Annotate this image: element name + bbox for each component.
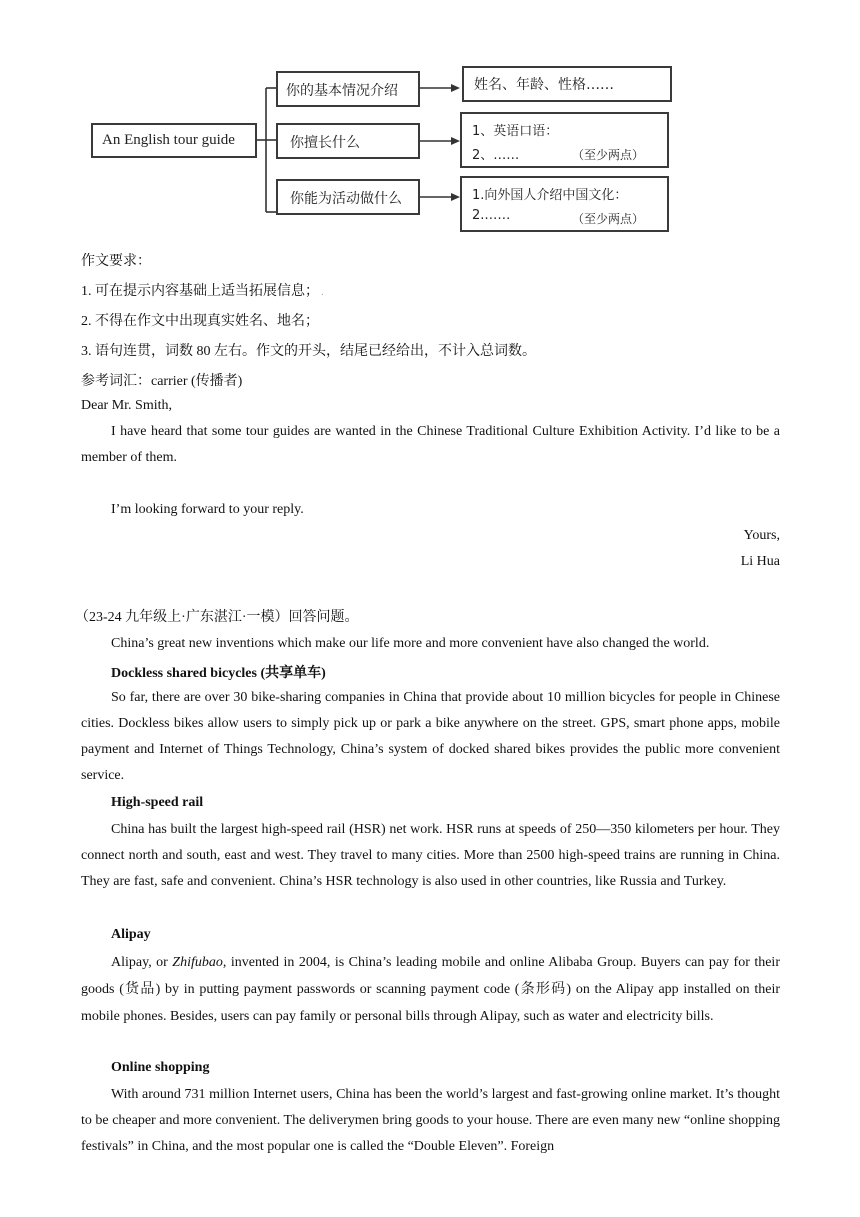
section-text-bicycles: So far, there are over 30 bike-sharing companies in China that provide about 10 million bicycles for people in Chinese cities. Dockless bikes allow users to simply pick up or park a bike anywhere on the street. GPS, smart phone apps, mobile payment and Internet of Things Technology, China’s system of docked shared bikes provides the public more convenient service.: [81, 690, 780, 783]
diagram-detail-2-box: [460, 112, 669, 168]
diagram-detail-1-line: 姓名、年龄、性格……: [474, 77, 614, 93]
letter-body: I have heard that some tour guides are wanted in the Chinese Traditional Culture Exhibition Activity. I’d like to be a member of them.: [81, 424, 780, 465]
alipay-text-rest: , invented in 2004, is China’s leading mobile and online Alibaba Group. Buyers can pay for their goods (货品) by in putting payment passwords or scanning payment code (条形码) on the Alipay app installed on their mobile phones. Besides, users can pay family or personal bills through Alipay, such as water and electricity bills.: [81, 955, 780, 1024]
diagram-detail-3-note: （至少两点）: [572, 212, 645, 226]
section-heading-alipay: Alipay: [111, 927, 151, 942]
requirement-item-3: 3. 语句连贯，词数 80 左右。作文的开头，结尾已经给出，不计入总词数。: [81, 344, 536, 359]
vocab-hint: 参考词汇：carrier (传播者): [81, 374, 243, 389]
arrow-head: [451, 137, 460, 145]
section-text-hsr: China has built the largest high-speed rail (HSR) net work. HSR runs at speeds of 250—350 kilometers per hour. They connect north and south, east and west. They travel to many cities. More than 2500 high-speed trains are running in China. They are fast, safe and convenient. China’s HSR technology is also used in other countries, like Russia and Turkey.: [81, 822, 780, 889]
reading-source: （23-24 九年级上·广东湛江·一模）回答问题。: [75, 610, 359, 625]
diagram-branch-2-box: [276, 123, 420, 159]
letter-signature: Li Hua: [740, 554, 780, 569]
diagram-branch-3-label: 你能为活动做什么: [290, 191, 402, 207]
section-text-shopping: With around 731 million Internet users, China has been the world’s largest and fast-growing online market. It’s thought to be cheaper and more convenient. The deliverymen bring goods to your house. There are even many new “online shopping festivals” in China, and the most popular one is called the “Double Eleven”. Foreign: [81, 1087, 780, 1154]
letter-signoff: Yours,: [743, 528, 780, 543]
letter-closing: I’m looking forward to your reply.: [111, 502, 304, 517]
diagram-branch-2-label: 你擅长什么: [290, 135, 360, 151]
requirement-item-1-text: 1. 可在提示内容基础上适当拓展信息；: [81, 284, 319, 299]
section-heading-bicycles: Dockless shared bicycles (共享单车): [111, 666, 326, 681]
diagram-detail-2-line1: 1、英语口语：: [472, 124, 559, 139]
diagram-branch-3-box: [276, 179, 420, 215]
requirements-title: 作文要求：: [81, 254, 151, 269]
reading-intro: China’s great new inventions which make our life more and more convenient have also changed the world.: [111, 636, 710, 651]
stray-mark: .: [319, 287, 324, 297]
section-heading-shopping: Online shopping: [111, 1060, 210, 1075]
diagram-detail-3-box: [460, 176, 669, 232]
requirement-item-1: [81, 280, 324, 300]
diagram-root-label: An English tour guide: [102, 132, 235, 148]
diagram-detail-1-box: [462, 66, 672, 102]
outline-diagram: [0, 0, 860, 245]
diagram-root-box: [91, 123, 257, 158]
alipay-text-start: Alipay, or: [111, 955, 173, 970]
diagram-branch-1-box: [276, 71, 420, 107]
arrow-head: [451, 193, 460, 201]
diagram-branch-1-label: 你的基本情况介绍: [286, 83, 398, 99]
diagram-detail-2-line2: 2、……: [472, 148, 520, 163]
arrow-head: [451, 84, 460, 92]
diagram-detail-3-line2: 2.……: [472, 208, 511, 223]
alipay-italic-term: Zhifubao: [172, 955, 223, 970]
section-heading-hsr: High-speed rail: [111, 795, 204, 810]
diagram-detail-2-note: （至少两点）: [572, 148, 645, 162]
section-text-alipay: [81, 949, 780, 1030]
diagram-detail-3-line1: 1.向外国人介绍中国文化：: [472, 188, 628, 203]
letter-greeting: Dear Mr. Smith,: [81, 398, 172, 413]
requirement-item-2: 2. 不得在作文中出现真实姓名、地名；: [81, 314, 319, 329]
